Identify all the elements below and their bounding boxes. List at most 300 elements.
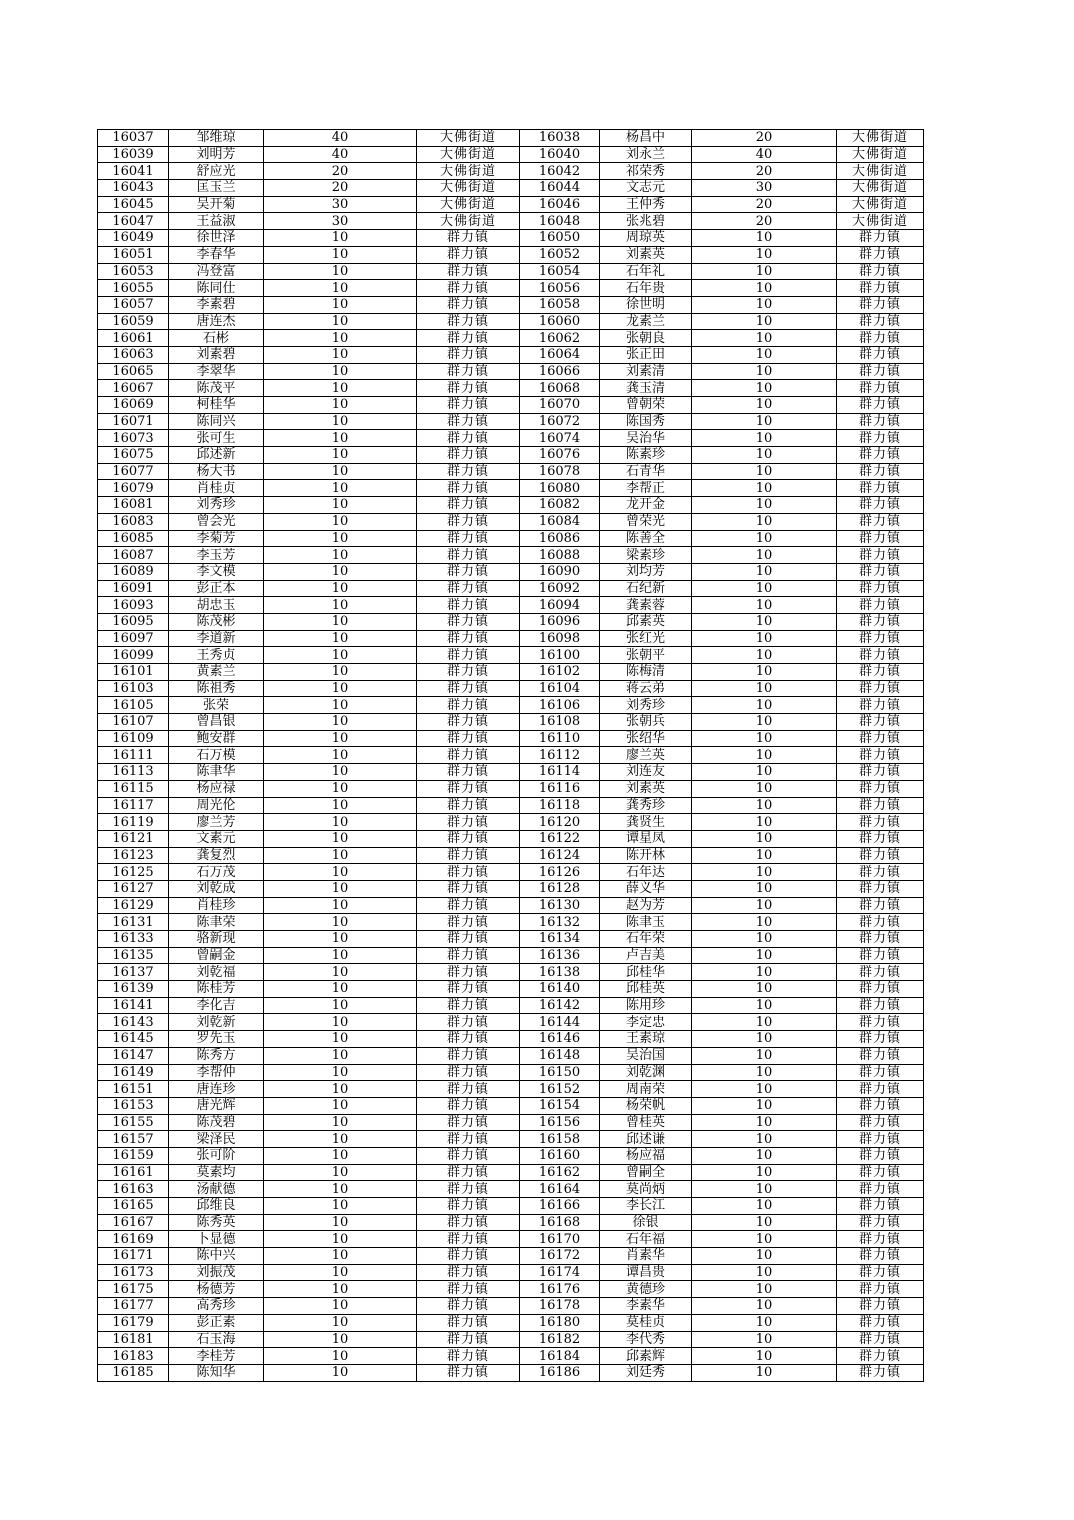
name-right-cell: 张朝兵: [600, 714, 692, 731]
town-left-cell: 群力镇: [417, 246, 520, 263]
table-row: [98, 1348, 924, 1365]
name-right-cell: 刘乾渊: [600, 1064, 692, 1081]
table-row: [98, 981, 924, 998]
name-left-cell: 刘素碧: [169, 346, 264, 363]
table-row: [98, 1331, 924, 1348]
table-row: [98, 897, 924, 914]
name-right-cell: 卢吉美: [600, 947, 692, 964]
town-left-cell: 大佛街道: [417, 130, 520, 147]
amount-right-cell: 10: [692, 1198, 837, 1215]
record-id-right-cell: 16152: [520, 1081, 600, 1098]
name-left-cell: 冯登富: [169, 263, 264, 280]
name-left-cell: 曾昌银: [169, 714, 264, 731]
name-right-cell: 邱素英: [600, 613, 692, 630]
town-left-cell: 群力镇: [417, 1114, 520, 1131]
name-right-cell: 张朝平: [600, 647, 692, 664]
table-row: [98, 1214, 924, 1231]
record-id-right-cell: 16170: [520, 1231, 600, 1248]
amount-left-cell: 10: [264, 613, 417, 630]
town-left-cell: 群力镇: [417, 1231, 520, 1248]
table-row: [98, 964, 924, 981]
record-id-left-cell: 16075: [98, 447, 169, 464]
record-id-right-cell: 16076: [520, 447, 600, 464]
record-id-left-cell: 16047: [98, 213, 169, 230]
record-id-left-cell: 16123: [98, 847, 169, 864]
name-right-cell: 谭星凤: [600, 830, 692, 847]
table-row: [98, 280, 924, 297]
table-row: [98, 1364, 924, 1381]
name-right-cell: 刘均芳: [600, 563, 692, 580]
town-left-cell: 群力镇: [417, 597, 520, 614]
record-id-left-cell: 16125: [98, 864, 169, 881]
amount-right-cell: 10: [692, 1231, 837, 1248]
table-row: [98, 163, 924, 180]
amount-left-cell: 10: [264, 764, 417, 781]
amount-right-cell: 10: [692, 497, 837, 514]
amount-left-cell: 10: [264, 480, 417, 497]
name-right-cell: 石青华: [600, 463, 692, 480]
name-right-cell: 陈善全: [600, 530, 692, 547]
name-right-cell: 李定忠: [600, 1014, 692, 1031]
amount-right-cell: 10: [692, 880, 837, 897]
record-id-left-cell: 16163: [98, 1181, 169, 1198]
town-right-cell: 群力镇: [837, 296, 924, 313]
town-right-cell: 群力镇: [837, 947, 924, 964]
town-right-cell: 群力镇: [837, 346, 924, 363]
amount-right-cell: 10: [692, 430, 837, 447]
name-right-cell: 梁素珍: [600, 547, 692, 564]
table-row: [98, 1131, 924, 1148]
name-right-cell: 刘素英: [600, 246, 692, 263]
town-left-cell: 群力镇: [417, 947, 520, 964]
record-id-left-cell: 16053: [98, 263, 169, 280]
amount-left-cell: 10: [264, 313, 417, 330]
amount-right-cell: 10: [692, 664, 837, 681]
town-left-cell: 大佛街道: [417, 163, 520, 180]
record-id-left-cell: 16069: [98, 397, 169, 414]
amount-left-cell: 10: [264, 981, 417, 998]
record-id-left-cell: 16177: [98, 1298, 169, 1315]
amount-right-cell: 10: [692, 513, 837, 530]
record-id-right-cell: 16080: [520, 480, 600, 497]
amount-right-cell: 10: [692, 1281, 837, 1298]
record-id-left-cell: 16179: [98, 1314, 169, 1331]
amount-left-cell: 10: [264, 1097, 417, 1114]
record-id-right-cell: 16054: [520, 263, 600, 280]
name-right-cell: 黄德珍: [600, 1281, 692, 1298]
record-id-right-cell: 16174: [520, 1264, 600, 1281]
record-id-right-cell: 16132: [520, 914, 600, 931]
record-id-right-cell: 16106: [520, 697, 600, 714]
town-right-cell: 群力镇: [837, 1047, 924, 1064]
amount-left-cell: 10: [264, 1264, 417, 1281]
amount-left-cell: 10: [264, 547, 417, 564]
name-left-cell: 张可生: [169, 430, 264, 447]
record-id-right-cell: 16134: [520, 931, 600, 948]
amount-left-cell: 10: [264, 597, 417, 614]
amount-left-cell: 20: [264, 180, 417, 197]
town-left-cell: 群力镇: [417, 1198, 520, 1215]
amount-left-cell: 20: [264, 163, 417, 180]
table-row: [98, 714, 924, 731]
town-left-cell: 群力镇: [417, 897, 520, 914]
table-row: [98, 880, 924, 897]
amount-left-cell: 10: [264, 1164, 417, 1181]
amount-left-cell: 10: [264, 430, 417, 447]
amount-right-cell: 10: [692, 714, 837, 731]
name-left-cell: 匡玉兰: [169, 180, 264, 197]
record-id-left-cell: 16153: [98, 1097, 169, 1114]
town-left-cell: 群力镇: [417, 580, 520, 597]
town-right-cell: 群力镇: [837, 897, 924, 914]
name-right-cell: 莫尚炳: [600, 1181, 692, 1198]
amount-right-cell: 10: [692, 864, 837, 881]
record-id-left-cell: 16059: [98, 313, 169, 330]
record-id-left-cell: 16095: [98, 613, 169, 630]
record-id-left-cell: 16089: [98, 563, 169, 580]
name-left-cell: 陈茂碧: [169, 1114, 264, 1131]
name-left-cell: 陈秀方: [169, 1047, 264, 1064]
record-id-right-cell: 16144: [520, 1014, 600, 1031]
town-right-cell: 群力镇: [837, 613, 924, 630]
name-left-cell: 汤献德: [169, 1181, 264, 1198]
record-id-left-cell: 16101: [98, 664, 169, 681]
town-left-cell: 群力镇: [417, 914, 520, 931]
amount-left-cell: 10: [264, 1047, 417, 1064]
name-left-cell: 陈茂平: [169, 380, 264, 397]
table-row: [98, 1147, 924, 1164]
record-id-left-cell: 16037: [98, 130, 169, 147]
town-left-cell: 群力镇: [417, 1131, 520, 1148]
name-left-cell: 梁泽民: [169, 1131, 264, 1148]
amount-left-cell: 10: [264, 346, 417, 363]
amount-right-cell: 10: [692, 530, 837, 547]
table-row: [98, 330, 924, 347]
name-left-cell: 陈祖秀: [169, 680, 264, 697]
amount-left-cell: 10: [264, 747, 417, 764]
record-id-left-cell: 16045: [98, 196, 169, 213]
roster-body: [98, 130, 924, 1382]
amount-left-cell: 10: [264, 880, 417, 897]
table-row: [98, 1031, 924, 1048]
name-left-cell: 石万茂: [169, 864, 264, 881]
record-id-right-cell: 16102: [520, 664, 600, 681]
name-right-cell: 徐世明: [600, 296, 692, 313]
amount-left-cell: 10: [264, 847, 417, 864]
amount-right-cell: 20: [692, 196, 837, 213]
amount-left-cell: 10: [264, 1147, 417, 1164]
table-row: [98, 1097, 924, 1114]
name-left-cell: 吴开菊: [169, 196, 264, 213]
name-right-cell: 邱桂英: [600, 981, 692, 998]
table-row: [98, 413, 924, 430]
name-right-cell: 张朝良: [600, 330, 692, 347]
town-right-cell: 群力镇: [837, 1298, 924, 1315]
town-right-cell: 群力镇: [837, 1097, 924, 1114]
record-id-left-cell: 16073: [98, 430, 169, 447]
table-row: [98, 1114, 924, 1131]
name-left-cell: 周光伦: [169, 797, 264, 814]
amount-right-cell: 10: [692, 296, 837, 313]
town-left-cell: 群力镇: [417, 830, 520, 847]
amount-left-cell: 10: [264, 513, 417, 530]
amount-left-cell: 10: [264, 363, 417, 380]
town-right-cell: 群力镇: [837, 1214, 924, 1231]
name-right-cell: 李代秀: [600, 1331, 692, 1348]
record-id-right-cell: 16146: [520, 1031, 600, 1048]
amount-left-cell: 10: [264, 914, 417, 931]
town-right-cell: 群力镇: [837, 563, 924, 580]
table-row: [98, 664, 924, 681]
table-row: [98, 1231, 924, 1248]
table-row: [98, 680, 924, 697]
table-row: [98, 747, 924, 764]
name-right-cell: 张绍华: [600, 730, 692, 747]
town-right-cell: 群力镇: [837, 647, 924, 664]
record-id-right-cell: 16164: [520, 1181, 600, 1198]
name-right-cell: 陈用珍: [600, 997, 692, 1014]
town-right-cell: 群力镇: [837, 1081, 924, 1098]
record-id-left-cell: 16135: [98, 947, 169, 964]
amount-left-cell: 10: [264, 730, 417, 747]
name-right-cell: 王素琼: [600, 1031, 692, 1048]
name-left-cell: 李翠华: [169, 363, 264, 380]
record-id-left-cell: 16087: [98, 547, 169, 564]
record-id-left-cell: 16185: [98, 1364, 169, 1381]
record-id-right-cell: 16062: [520, 330, 600, 347]
amount-right-cell: 20: [692, 163, 837, 180]
amount-left-cell: 10: [264, 680, 417, 697]
record-id-right-cell: 16104: [520, 680, 600, 697]
town-left-cell: 大佛街道: [417, 196, 520, 213]
town-left-cell: 群力镇: [417, 847, 520, 864]
name-left-cell: 徐世泽: [169, 230, 264, 247]
record-id-right-cell: 16100: [520, 647, 600, 664]
town-left-cell: 群力镇: [417, 1364, 520, 1381]
amount-right-cell: 20: [692, 130, 837, 147]
amount-left-cell: 10: [264, 814, 417, 831]
town-left-cell: 群力镇: [417, 814, 520, 831]
amount-right-cell: 10: [692, 230, 837, 247]
name-left-cell: 李玉芳: [169, 547, 264, 564]
name-left-cell: 陈聿华: [169, 764, 264, 781]
table-row: [98, 914, 924, 931]
record-id-left-cell: 16097: [98, 630, 169, 647]
name-left-cell: 唐光辉: [169, 1097, 264, 1114]
record-id-left-cell: 16141: [98, 997, 169, 1014]
record-id-left-cell: 16041: [98, 163, 169, 180]
amount-right-cell: 10: [692, 313, 837, 330]
amount-right-cell: 10: [692, 914, 837, 931]
table-row: [98, 580, 924, 597]
record-id-left-cell: 16121: [98, 830, 169, 847]
name-left-cell: 鲍安群: [169, 730, 264, 747]
town-right-cell: 群力镇: [837, 380, 924, 397]
town-left-cell: 大佛街道: [417, 213, 520, 230]
town-right-cell: 群力镇: [837, 430, 924, 447]
town-left-cell: 群力镇: [417, 880, 520, 897]
name-right-cell: 肖素华: [600, 1248, 692, 1265]
amount-right-cell: 10: [692, 630, 837, 647]
name-left-cell: 陈聿荣: [169, 914, 264, 931]
name-left-cell: 石彬: [169, 330, 264, 347]
amount-right-cell: 10: [692, 1248, 837, 1265]
amount-left-cell: 10: [264, 897, 417, 914]
town-left-cell: 大佛街道: [417, 180, 520, 197]
amount-right-cell: 10: [692, 563, 837, 580]
town-right-cell: 群力镇: [837, 513, 924, 530]
amount-left-cell: 10: [264, 1281, 417, 1298]
name-right-cell: 石年达: [600, 864, 692, 881]
town-right-cell: 群力镇: [837, 1314, 924, 1331]
town-left-cell: 群力镇: [417, 363, 520, 380]
record-id-right-cell: 16088: [520, 547, 600, 564]
name-left-cell: 刘秀珍: [169, 497, 264, 514]
record-id-right-cell: 16048: [520, 213, 600, 230]
record-id-right-cell: 16074: [520, 430, 600, 447]
record-id-left-cell: 16107: [98, 714, 169, 731]
town-right-cell: 群力镇: [837, 1014, 924, 1031]
record-id-left-cell: 16081: [98, 497, 169, 514]
town-right-cell: 群力镇: [837, 747, 924, 764]
town-right-cell: 大佛街道: [837, 146, 924, 163]
town-right-cell: 群力镇: [837, 697, 924, 714]
amount-left-cell: 10: [264, 1348, 417, 1365]
record-id-left-cell: 16099: [98, 647, 169, 664]
amount-left-cell: 10: [264, 697, 417, 714]
town-left-cell: 群力镇: [417, 697, 520, 714]
amount-left-cell: 10: [264, 497, 417, 514]
town-left-cell: 群力镇: [417, 1047, 520, 1064]
name-left-cell: 卜显德: [169, 1231, 264, 1248]
name-right-cell: 刘素清: [600, 363, 692, 380]
amount-right-cell: 10: [692, 397, 837, 414]
record-id-left-cell: 16127: [98, 880, 169, 897]
town-right-cell: 群力镇: [837, 847, 924, 864]
record-id-left-cell: 16109: [98, 730, 169, 747]
town-left-cell: 群力镇: [417, 714, 520, 731]
table-row: [98, 1264, 924, 1281]
record-id-left-cell: 16083: [98, 513, 169, 530]
town-right-cell: 群力镇: [837, 981, 924, 998]
name-left-cell: 龚复烈: [169, 847, 264, 864]
amount-right-cell: 10: [692, 1031, 837, 1048]
town-left-cell: 群力镇: [417, 1014, 520, 1031]
name-right-cell: 张红光: [600, 630, 692, 647]
town-left-cell: 群力镇: [417, 530, 520, 547]
name-left-cell: 张可阶: [169, 1147, 264, 1164]
town-left-cell: 群力镇: [417, 1281, 520, 1298]
name-left-cell: 邱述新: [169, 447, 264, 464]
record-id-left-cell: 16159: [98, 1147, 169, 1164]
town-left-cell: 群力镇: [417, 346, 520, 363]
record-id-left-cell: 16039: [98, 146, 169, 163]
amount-left-cell: 10: [264, 1214, 417, 1231]
table-row: [98, 497, 924, 514]
record-id-left-cell: 16155: [98, 1114, 169, 1131]
town-right-cell: 群力镇: [837, 1147, 924, 1164]
amount-left-cell: 10: [264, 1031, 417, 1048]
table-row: [98, 547, 924, 564]
record-id-left-cell: 16077: [98, 463, 169, 480]
amount-right-cell: 10: [692, 1298, 837, 1315]
table-row: [98, 613, 924, 630]
roster-sheet: [97, 129, 923, 1382]
town-left-cell: 群力镇: [417, 296, 520, 313]
record-id-right-cell: 16044: [520, 180, 600, 197]
amount-right-cell: 10: [692, 814, 837, 831]
amount-left-cell: 10: [264, 1014, 417, 1031]
amount-right-cell: 10: [692, 1014, 837, 1031]
record-id-left-cell: 16105: [98, 697, 169, 714]
town-right-cell: 群力镇: [837, 1248, 924, 1265]
amount-right-cell: 10: [692, 613, 837, 630]
name-right-cell: 陈梅清: [600, 664, 692, 681]
town-left-cell: 群力镇: [417, 280, 520, 297]
amount-right-cell: 10: [692, 280, 837, 297]
name-right-cell: 龚贤生: [600, 814, 692, 831]
table-row: [98, 213, 924, 230]
amount-left-cell: 10: [264, 830, 417, 847]
name-left-cell: 胡忠玉: [169, 597, 264, 614]
town-left-cell: 群力镇: [417, 613, 520, 630]
record-id-left-cell: 16167: [98, 1214, 169, 1231]
name-left-cell: 陈同仕: [169, 280, 264, 297]
amount-left-cell: 10: [264, 280, 417, 297]
town-right-cell: 群力镇: [837, 1031, 924, 1048]
name-left-cell: 李春华: [169, 246, 264, 263]
record-id-right-cell: 16066: [520, 363, 600, 380]
amount-right-cell: 10: [692, 263, 837, 280]
name-left-cell: 陈中兴: [169, 1248, 264, 1265]
name-right-cell: 刘秀珍: [600, 697, 692, 714]
amount-right-cell: 10: [692, 1348, 837, 1365]
table-row: [98, 480, 924, 497]
amount-left-cell: 10: [264, 1298, 417, 1315]
amount-left-cell: 10: [264, 580, 417, 597]
town-right-cell: 群力镇: [837, 1364, 924, 1381]
record-id-left-cell: 16171: [98, 1248, 169, 1265]
amount-right-cell: 10: [692, 246, 837, 263]
amount-right-cell: 10: [692, 797, 837, 814]
record-id-right-cell: 16094: [520, 597, 600, 614]
amount-right-cell: 10: [692, 330, 837, 347]
amount-left-cell: 10: [264, 780, 417, 797]
amount-left-cell: 40: [264, 130, 417, 147]
table-row: [98, 780, 924, 797]
amount-right-cell: 10: [692, 1047, 837, 1064]
town-right-cell: 群力镇: [837, 931, 924, 948]
town-left-cell: 群力镇: [417, 1064, 520, 1081]
record-id-right-cell: 16176: [520, 1281, 600, 1298]
amount-right-cell: 10: [692, 1331, 837, 1348]
table-row: [98, 530, 924, 547]
town-left-cell: 群力镇: [417, 1031, 520, 1048]
name-right-cell: 石年荣: [600, 931, 692, 948]
record-id-right-cell: 16046: [520, 196, 600, 213]
amount-left-cell: 10: [264, 263, 417, 280]
record-id-right-cell: 16082: [520, 497, 600, 514]
record-id-right-cell: 16056: [520, 280, 600, 297]
name-right-cell: 陈国秀: [600, 413, 692, 430]
name-right-cell: 曾荣光: [600, 513, 692, 530]
record-id-right-cell: 16112: [520, 747, 600, 764]
town-left-cell: 群力镇: [417, 1164, 520, 1181]
town-right-cell: 群力镇: [837, 997, 924, 1014]
name-left-cell: 曾嗣金: [169, 947, 264, 964]
amount-right-cell: 10: [692, 680, 837, 697]
record-id-right-cell: 16072: [520, 413, 600, 430]
